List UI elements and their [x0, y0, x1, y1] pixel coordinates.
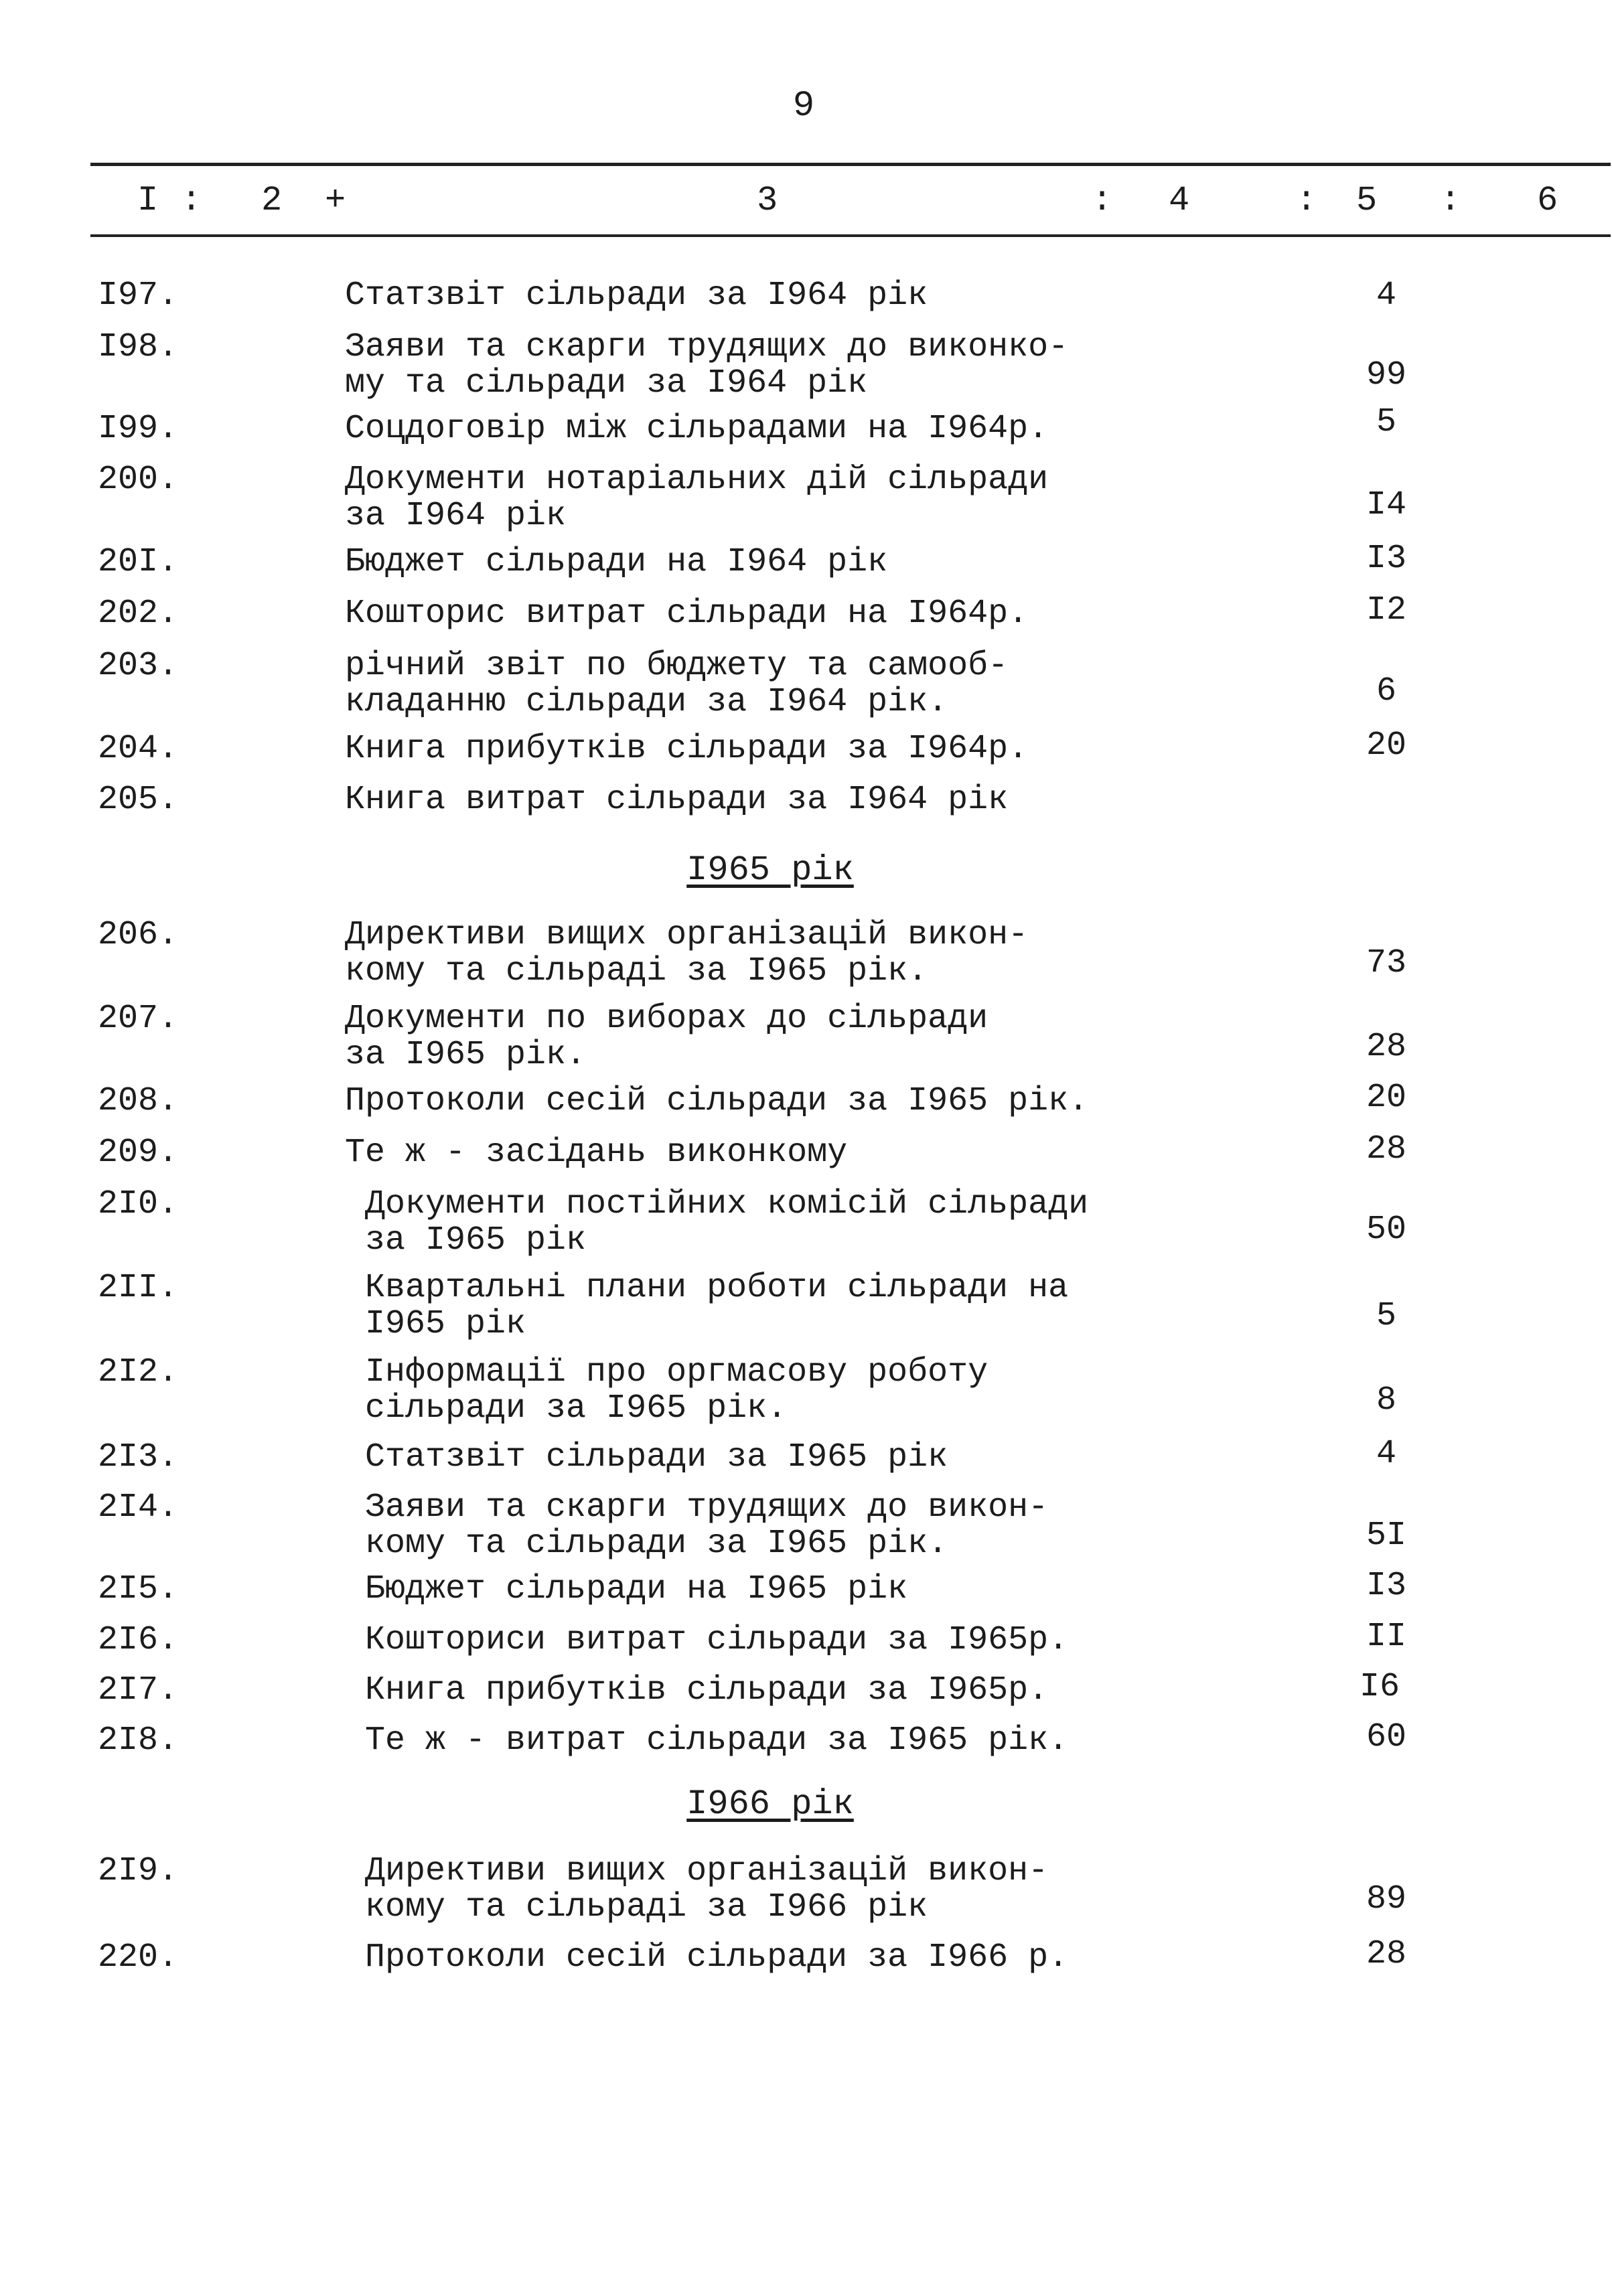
header-bottom-rule: [90, 234, 1611, 237]
row-title: Бюджет сільради на I965 рік: [365, 1570, 908, 1608]
row-number: 206.: [98, 916, 179, 954]
row-title: Квартальні плани роботи сільради на I965 рік: [365, 1269, 1069, 1343]
row-sheets: 5: [1376, 403, 1396, 441]
row-number: 205.: [98, 781, 179, 819]
row-sheets: 60: [1366, 1718, 1406, 1756]
row-number: I99.: [98, 410, 179, 448]
row-sheets: 8: [1376, 1381, 1396, 1420]
row-title: Заяви та скарги трудящих до викон- кому та сільради за I965 рік.: [365, 1488, 1049, 1563]
row-number: 220.: [98, 1938, 179, 1977]
section-heading-1965: I965 рік: [686, 850, 854, 890]
row-number: 209.: [98, 1134, 179, 1172]
row-sheets: 4: [1376, 277, 1396, 315]
row-sheets: I3: [1366, 540, 1406, 578]
col-4: 4: [1169, 181, 1190, 220]
row-number: 2I2.: [98, 1353, 179, 1391]
row-title: Те ж - витрат сільради за I965 рік.: [365, 1721, 1069, 1760]
row-sheets: 28: [1366, 1028, 1406, 1066]
row-title: Статзвіт сільради за I964 рік: [345, 277, 928, 315]
row-sheets: I3: [1366, 1567, 1406, 1605]
row-sheets: 99: [1366, 356, 1406, 394]
row-title: Документи нотаріальних дій сільради за I964 рік: [345, 461, 1049, 535]
row-sheets: 6: [1376, 672, 1396, 710]
col-sep: :: [1296, 181, 1317, 220]
row-sheets: 50: [1366, 1211, 1406, 1249]
row-number: 2I7.: [98, 1671, 179, 1709]
col-3: 3: [757, 181, 778, 220]
row-number: 2I0.: [98, 1185, 179, 1223]
row-number: I98.: [98, 328, 179, 366]
row-title: Директиви вищих організацій викон- кому та сільраді за I966 рік: [365, 1852, 1049, 1926]
row-title: Інформації про оргмасову роботу сільради за I965 рік.: [365, 1353, 988, 1428]
col-1: I: [137, 181, 159, 220]
col-5: 5: [1356, 181, 1378, 220]
row-number: 208.: [98, 1082, 179, 1120]
page-number: 9: [792, 86, 815, 127]
row-sheets: I2: [1366, 591, 1406, 629]
row-title: Протоколи сесій сільради за I966 р.: [365, 1938, 1069, 1977]
row-sheets: II: [1366, 1618, 1406, 1656]
row-number: 2I5.: [98, 1570, 179, 1608]
row-title: Те ж - засідань виконкому: [345, 1134, 848, 1172]
row-sheets: 28: [1366, 1935, 1406, 1973]
col-sep: :: [1440, 181, 1461, 220]
row-number: 204.: [98, 730, 179, 768]
row-number: I97.: [98, 277, 179, 315]
row-number: 2I9.: [98, 1852, 179, 1890]
row-title: Книга витрат сільради за I964 рік: [345, 781, 1009, 819]
col-6: 6: [1537, 181, 1558, 220]
row-number: 2I6.: [98, 1621, 179, 1659]
row-title: Бюджет сільради на I964 рік: [345, 543, 888, 581]
row-number: 202.: [98, 595, 179, 633]
row-sheets: 5I: [1366, 1517, 1406, 1555]
row-title: Протоколи сесій сільради за I965 рік.: [345, 1082, 1089, 1120]
section-heading-1966: I966 рік: [686, 1784, 854, 1824]
row-title: Соцдоговір між сільрадами на I964р.: [345, 410, 1049, 448]
row-title: Книга прибутків сільради за I965р.: [365, 1671, 1049, 1709]
row-number: 2I8.: [98, 1721, 179, 1760]
row-number: 207.: [98, 1000, 179, 1038]
row-sheets: 28: [1366, 1130, 1406, 1168]
header-top-rule: [90, 163, 1611, 166]
row-title: Статзвіт сільради за I965 рік: [365, 1438, 948, 1476]
column-header: [0, 181, 1612, 228]
col-2: 2: [261, 181, 283, 220]
row-title: річний звіт по бюджету та самооб- кладанню сільради за I964 рік.: [345, 647, 1009, 721]
row-sheets: 4: [1376, 1435, 1396, 1473]
row-number: 2I3.: [98, 1438, 179, 1476]
row-sheets: 20: [1366, 1079, 1406, 1117]
row-title: Заяви та скарги трудящих до виконко- му та сільради за I964 рік: [345, 328, 1069, 402]
row-title: Кошторис витрат сільради на I964р.: [345, 595, 1029, 633]
row-sheets: I6: [1360, 1668, 1400, 1706]
col-sep: :: [181, 181, 202, 220]
row-title: Книга прибутків сільради за I964р.: [345, 730, 1029, 768]
row-number: 20I.: [98, 543, 179, 581]
row-sheets: 73: [1366, 944, 1406, 982]
row-title: Кошториси витрат сільради за I965р.: [365, 1621, 1069, 1659]
row-title: Директиви вищих організацій викон- кому та сільраді за I965 рік.: [345, 916, 1029, 990]
row-number: 2II.: [98, 1269, 179, 1307]
col-sep: :: [1092, 181, 1113, 220]
row-sheets: 89: [1366, 1880, 1406, 1918]
row-title: Документи постійних комісій сільради за I965 рік: [365, 1185, 1089, 1259]
row-sheets: 5: [1376, 1297, 1396, 1335]
row-number: 203.: [98, 647, 179, 685]
row-number: 2I4.: [98, 1488, 179, 1527]
row-number: 200.: [98, 461, 179, 499]
row-sheets: 20: [1366, 726, 1406, 765]
row-sheets: I4: [1366, 486, 1406, 524]
col-sep: +: [325, 181, 346, 220]
row-title: Документи по виборах до сільради за I965 рік.: [345, 1000, 988, 1074]
